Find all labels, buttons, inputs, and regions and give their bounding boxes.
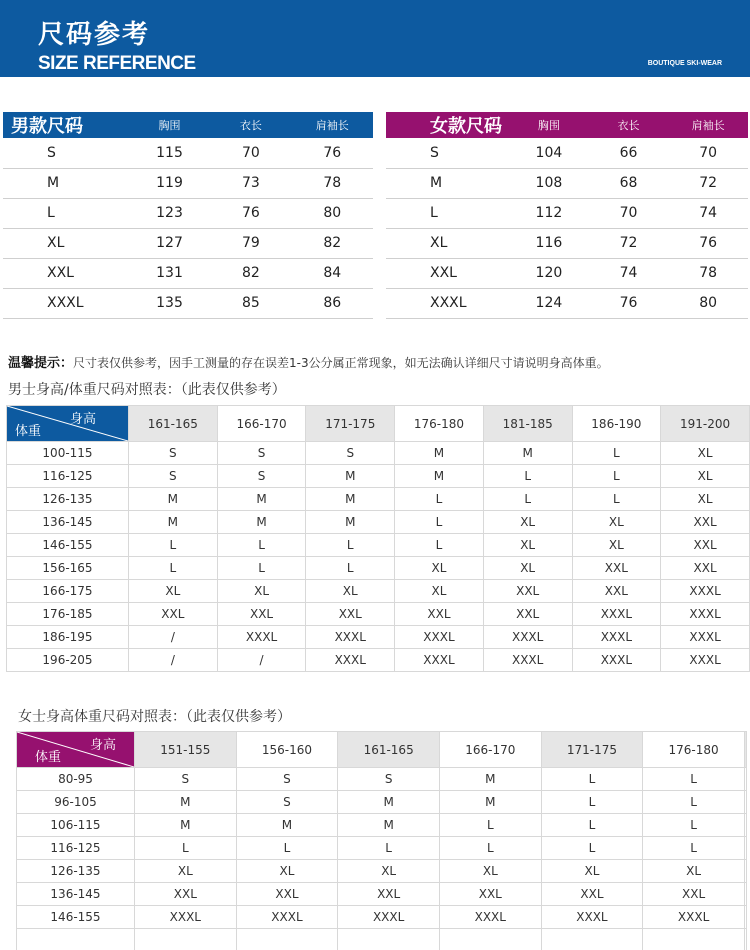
size-cell: XXL [661, 557, 750, 580]
table-row [7, 511, 750, 534]
size-cell: XXL [217, 603, 306, 626]
size-cell: XXL [643, 883, 745, 906]
weight-label: 体重 [15, 424, 42, 439]
size-cell: XL [135, 860, 237, 883]
size-cell: S [129, 465, 218, 488]
size-cell [744, 929, 746, 950]
column-header: 肩袖长 [292, 112, 373, 138]
height-range: 161-165 [338, 732, 440, 768]
size-cell: L [541, 768, 643, 791]
measure-cell: 115 [129, 138, 210, 168]
size-cell [439, 929, 541, 950]
table-row [7, 603, 750, 626]
men-height-weight-table [6, 405, 750, 672]
size-cell: / [129, 626, 218, 649]
table-row [17, 814, 747, 837]
size-label: L [3, 198, 129, 228]
weight-range: 100-115 [7, 442, 129, 465]
size-cell: XL [306, 580, 395, 603]
size-cell: L [338, 837, 440, 860]
notice-body: 尺寸表仅供参考，因手工测量的存在误差1-3公分属正常现象，如无法确认详细尺寸请说明身高体重。 [73, 356, 609, 370]
size-cell: S [306, 442, 395, 465]
size-cell [744, 837, 746, 860]
measure-cell: 127 [129, 228, 210, 258]
size-cell: L [572, 488, 661, 511]
size-cell: M [129, 511, 218, 534]
size-cell: XL [236, 860, 338, 883]
table-row [3, 168, 373, 198]
size-label: XXL [3, 258, 129, 288]
size-cell: S [217, 465, 306, 488]
size-cell: XXXL [306, 626, 395, 649]
measure-cell: 76 [292, 138, 373, 168]
size-cell: S [135, 768, 237, 791]
title-en: SIZE REFERENCE [38, 53, 196, 74]
women-size-table [386, 112, 748, 319]
size-cell: XXXL [572, 603, 661, 626]
size-cell: XXL [129, 603, 218, 626]
size-cell: L [572, 442, 661, 465]
measure-cell: 108 [509, 168, 589, 198]
size-cell: L [217, 557, 306, 580]
weight-range: 136-145 [17, 883, 135, 906]
table-row [386, 168, 748, 198]
measure-cell: 82 [210, 258, 291, 288]
size-cell: XL [661, 465, 750, 488]
size-cell: S [217, 442, 306, 465]
table-row [386, 198, 748, 228]
measure-cell: 80 [668, 288, 748, 318]
size-cell: XXXL [572, 649, 661, 672]
women-height-weight-table [16, 731, 747, 950]
size-cell: XXXL [306, 649, 395, 672]
table-row [7, 580, 750, 603]
height-range: 171-175 [306, 406, 395, 442]
height-range: 186-190 [572, 406, 661, 442]
size-cell [744, 883, 746, 906]
height-range: 166-170 [439, 732, 541, 768]
height-range: 166-170 [217, 406, 306, 442]
table-row [3, 198, 373, 228]
size-cell: XL [572, 534, 661, 557]
height-range: 171-175 [541, 732, 643, 768]
size-cell [541, 929, 643, 950]
size-cell: XXXL [541, 906, 643, 929]
weight-range: 96-105 [17, 791, 135, 814]
measure-cell: 84 [292, 258, 373, 288]
size-cell: XL [483, 557, 572, 580]
table-row [3, 228, 373, 258]
notice-text [8, 352, 609, 371]
size-cell: M [135, 791, 237, 814]
size-cell: XXL [395, 603, 484, 626]
size-cell: S [236, 791, 338, 814]
size-cell: XXXL [661, 580, 750, 603]
size-cell: L [395, 511, 484, 534]
weight-range: 116-125 [17, 837, 135, 860]
men-hw-title: 男士身高/体重尺码对照表：（此表仅供参考） [8, 382, 286, 398]
table-row [17, 860, 747, 883]
measure-cell: 79 [210, 228, 291, 258]
size-cell: S [236, 768, 338, 791]
corner-cell [7, 406, 129, 442]
size-cell: M [217, 488, 306, 511]
weight-range: 146-155 [7, 534, 129, 557]
size-cell: XXL [661, 511, 750, 534]
table-row [3, 138, 373, 168]
size-cell: XXXL [661, 649, 750, 672]
height-range: 176-180 [395, 406, 484, 442]
size-cell: XL [129, 580, 218, 603]
size-cell: L [643, 837, 745, 860]
measure-cell: 85 [210, 288, 291, 318]
weight-label: 体重 [35, 750, 62, 765]
size-cell: L [643, 814, 745, 837]
size-cell [236, 929, 338, 950]
size-cell [744, 768, 746, 791]
measure-cell: 72 [589, 228, 669, 258]
size-label: XXL [386, 258, 509, 288]
table-row [386, 228, 748, 258]
size-cell: XXXL [643, 906, 745, 929]
table-row [386, 258, 748, 288]
measure-cell: 120 [509, 258, 589, 288]
size-cell: M [439, 791, 541, 814]
size-cell: M [395, 442, 484, 465]
measure-cell: 86 [292, 288, 373, 318]
size-cell: M [338, 791, 440, 814]
size-cell: L [572, 465, 661, 488]
size-cell: XXL [541, 883, 643, 906]
size-cell: M [439, 768, 541, 791]
size-cell: L [541, 837, 643, 860]
table-row [7, 465, 750, 488]
measure-cell: 76 [668, 228, 748, 258]
measure-cell: 70 [589, 198, 669, 228]
table-row [17, 768, 747, 791]
measure-cell: 78 [668, 258, 748, 288]
header-banner [0, 0, 750, 77]
size-cell: XXXL [661, 603, 750, 626]
size-cell: M [306, 465, 395, 488]
measure-cell: 74 [668, 198, 748, 228]
weight-range: 126-135 [17, 860, 135, 883]
table-row [7, 534, 750, 557]
size-cell: L [439, 814, 541, 837]
weight-range: 106-115 [17, 814, 135, 837]
height-range: 161-165 [129, 406, 218, 442]
column-header: 衣长 [589, 112, 669, 138]
table-row [17, 791, 747, 814]
size-cell [338, 929, 440, 950]
size-cell: S [338, 768, 440, 791]
size-cell: L [135, 837, 237, 860]
size-label: M [3, 168, 129, 198]
size-label: XL [3, 228, 129, 258]
size-cell: XXXL [439, 906, 541, 929]
weight-range: 166-175 [7, 580, 129, 603]
measure-cell: 82 [292, 228, 373, 258]
size-cell: XXXL [236, 906, 338, 929]
size-cell: M [483, 442, 572, 465]
size-cell [744, 906, 746, 929]
size-cell: XXXL [395, 649, 484, 672]
table-row [3, 258, 373, 288]
table-row [3, 288, 373, 318]
size-cell: M [129, 488, 218, 511]
men-title: 男款尺码 [3, 112, 129, 138]
size-cell: M [338, 814, 440, 837]
size-cell: XXL [236, 883, 338, 906]
brand-tagline: BOUTIQUE SKI-WEAR [647, 60, 722, 67]
size-cell: L [306, 557, 395, 580]
table-row [7, 557, 750, 580]
size-cell: L [483, 465, 572, 488]
size-cell: M [236, 814, 338, 837]
size-cell: XL [395, 557, 484, 580]
size-label: S [3, 138, 129, 168]
size-cell: XL [338, 860, 440, 883]
measure-cell: 123 [129, 198, 210, 228]
size-cell: XXL [572, 580, 661, 603]
size-cell: XL [217, 580, 306, 603]
height-range: 181-185 [483, 406, 572, 442]
table-row [17, 837, 747, 860]
size-cell [643, 929, 745, 950]
measure-cell: 76 [589, 288, 669, 318]
column-header: 衣长 [210, 112, 291, 138]
size-cell: L [306, 534, 395, 557]
measure-cell: 119 [129, 168, 210, 198]
height-label: 身高 [69, 412, 96, 427]
weight-range: 146-155 [17, 906, 135, 929]
table-row [7, 442, 750, 465]
size-cell: XXXL [572, 626, 661, 649]
column-header: 胸围 [509, 112, 589, 138]
height-range: 151-155 [135, 732, 237, 768]
measure-cell: 73 [210, 168, 291, 198]
size-cell: XXL [306, 603, 395, 626]
column-header: 胸围 [129, 112, 210, 138]
size-cell: M [306, 488, 395, 511]
corner-cell [17, 732, 135, 768]
women-title: 女款尺码 [386, 112, 509, 138]
size-cell: L [129, 534, 218, 557]
table-row [17, 929, 747, 950]
size-cell: L [643, 768, 745, 791]
height-range: 176-180 [643, 732, 745, 768]
table-row [7, 626, 750, 649]
height-range: 156-160 [236, 732, 338, 768]
measure-cell: 72 [668, 168, 748, 198]
size-cell: XXXL [661, 626, 750, 649]
size-cell: / [217, 649, 306, 672]
size-cell: XXL [483, 580, 572, 603]
table-row [386, 138, 748, 168]
size-cell: XL [439, 860, 541, 883]
men-size-table [3, 112, 373, 319]
size-label: XXXL [3, 288, 129, 318]
size-cell: XL [395, 580, 484, 603]
height-label: 身高 [89, 738, 116, 753]
size-cell: L [643, 791, 745, 814]
size-cell: XXXL [483, 649, 572, 672]
size-label: XL [386, 228, 509, 258]
measure-cell: 131 [129, 258, 210, 288]
measure-cell: 104 [509, 138, 589, 168]
women-hw-title: 女士身高体重尺码对照表：（此表仅供参考） [18, 709, 291, 725]
size-cell: M [306, 511, 395, 534]
size-cell: L [483, 488, 572, 511]
weight-range: 186-195 [7, 626, 129, 649]
measure-cell: 70 [210, 138, 291, 168]
measure-cell: 80 [292, 198, 373, 228]
size-cell [744, 814, 746, 837]
weight-range: 176-185 [7, 603, 129, 626]
size-cell: XXL [661, 534, 750, 557]
measure-cell: 74 [589, 258, 669, 288]
size-cell: L [236, 837, 338, 860]
size-cell: XXL [483, 603, 572, 626]
measure-cell: 70 [668, 138, 748, 168]
size-cell: XL [661, 488, 750, 511]
size-cell: L [395, 534, 484, 557]
size-cell: M [135, 814, 237, 837]
size-cell: XL [643, 860, 745, 883]
size-cell: M [217, 511, 306, 534]
size-cell: XL [483, 534, 572, 557]
weight-range: 156-165 [7, 557, 129, 580]
measure-cell: 78 [292, 168, 373, 198]
size-cell: S [129, 442, 218, 465]
size-cell [744, 791, 746, 814]
table-row [17, 906, 747, 929]
size-cell: L [217, 534, 306, 557]
size-cell: XL [483, 511, 572, 534]
weight-range: 196-205 [7, 649, 129, 672]
measure-cell: 68 [589, 168, 669, 198]
size-cell [744, 860, 746, 883]
measure-cell: 124 [509, 288, 589, 318]
size-cell: XXXL [483, 626, 572, 649]
table-row [386, 288, 748, 318]
size-cell: L [395, 488, 484, 511]
size-cell: L [129, 557, 218, 580]
table-row [7, 649, 750, 672]
size-cell: / [129, 649, 218, 672]
size-cell: L [541, 814, 643, 837]
size-label: M [386, 168, 509, 198]
men-header-row [3, 112, 373, 138]
weight-range: 116-125 [7, 465, 129, 488]
size-cell: XXL [338, 883, 440, 906]
size-cell [135, 929, 237, 950]
size-cell: L [541, 791, 643, 814]
size-cell: XXXL [338, 906, 440, 929]
measure-cell: 66 [589, 138, 669, 168]
size-cell: XXL [439, 883, 541, 906]
weight-range: 126-135 [7, 488, 129, 511]
notice-label: 温馨提示： [8, 356, 74, 371]
measure-cell: 116 [509, 228, 589, 258]
height-header-row [17, 732, 747, 768]
measure-cell: 135 [129, 288, 210, 318]
height-range: 191-200 [661, 406, 750, 442]
size-label: XXXL [386, 288, 509, 318]
table-row [7, 488, 750, 511]
size-cell: L [439, 837, 541, 860]
size-label: S [386, 138, 509, 168]
size-cell: XXXL [217, 626, 306, 649]
weight-range: 136-145 [7, 511, 129, 534]
height-range [744, 732, 746, 768]
size-cell: XXXL [135, 906, 237, 929]
weight-range [17, 929, 135, 950]
size-cell: XXL [572, 557, 661, 580]
size-cell: XL [661, 442, 750, 465]
measure-cell: 112 [509, 198, 589, 228]
size-cell: XL [572, 511, 661, 534]
weight-range: 80-95 [17, 768, 135, 791]
height-header-row [7, 406, 750, 442]
size-cell: XL [541, 860, 643, 883]
measure-cell: 76 [210, 198, 291, 228]
size-label: L [386, 198, 509, 228]
women-header-row [386, 112, 748, 138]
size-cell: XXL [135, 883, 237, 906]
size-cell: XXXL [395, 626, 484, 649]
column-header: 肩袖长 [668, 112, 748, 138]
size-cell: M [395, 465, 484, 488]
table-row [17, 883, 747, 906]
title-cn: 尺码参考 [38, 20, 151, 50]
